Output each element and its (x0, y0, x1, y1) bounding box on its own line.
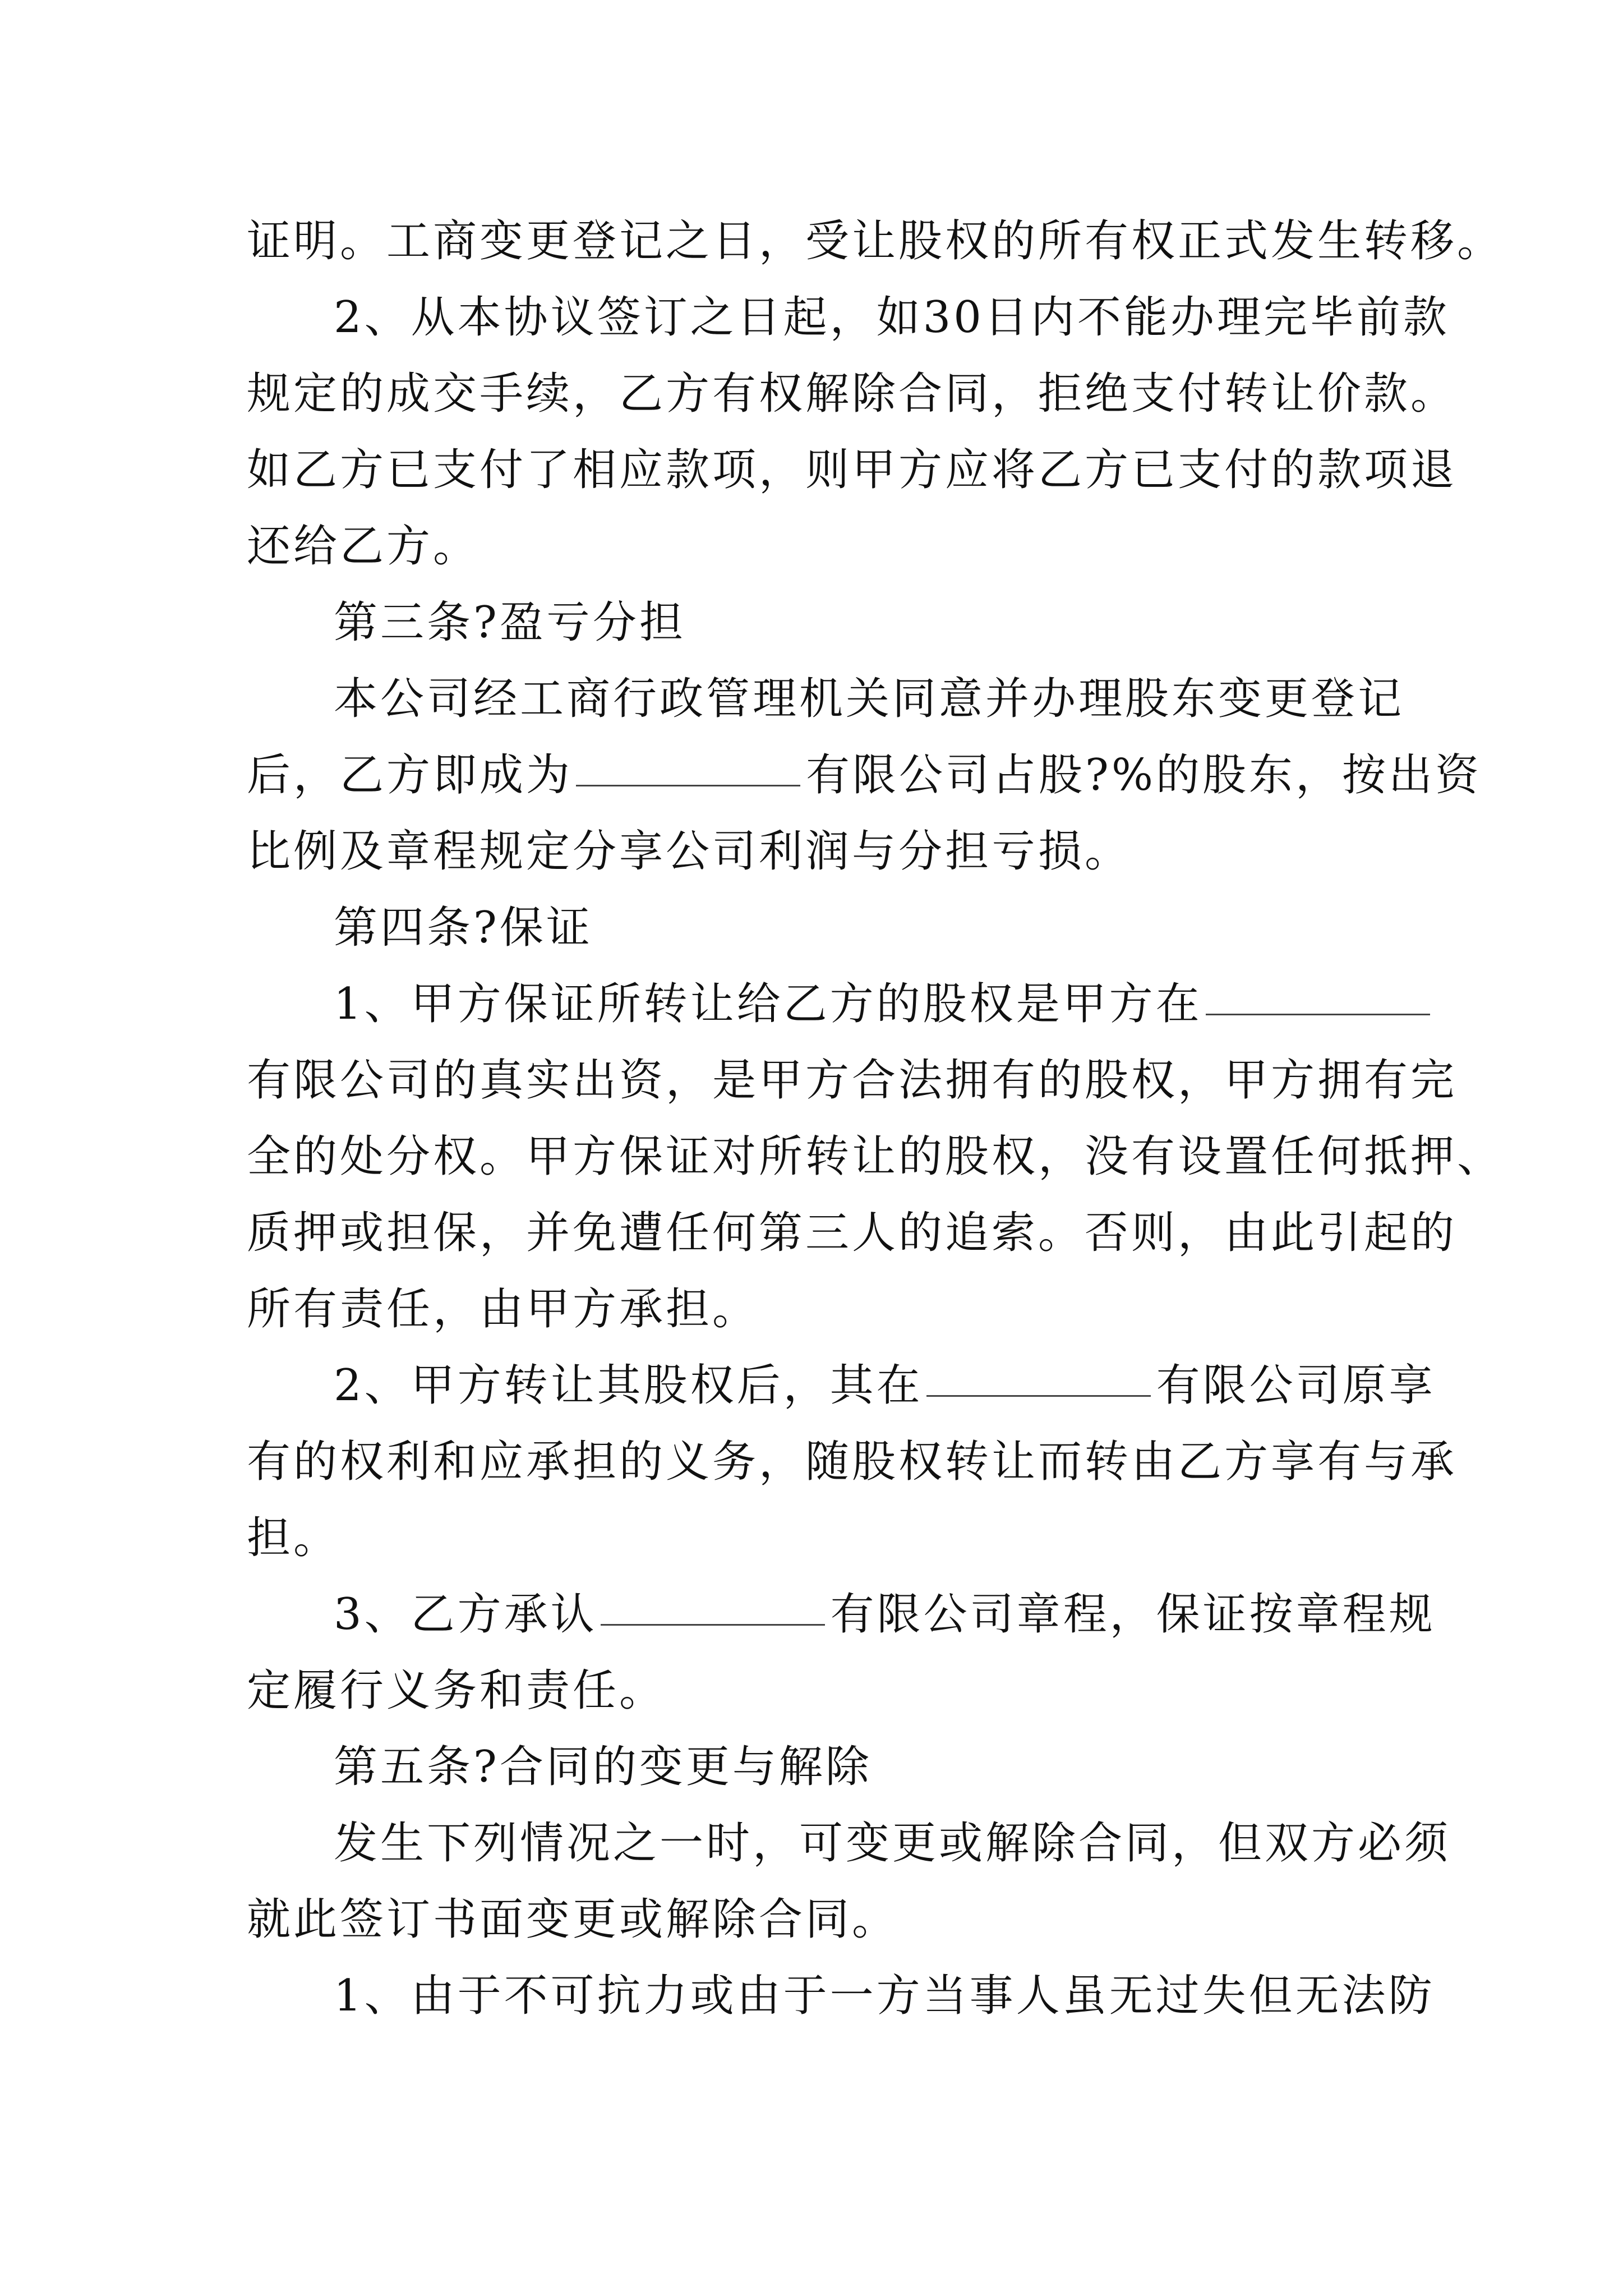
text-segment: 证明。工商变更登记之日，受让股权的所有权正式发生转移。 (247, 216, 1504, 266)
text-segment: 定履行义务和责任。 (247, 1665, 666, 1716)
section-heading (334, 1739, 872, 1795)
text-line (247, 1434, 1457, 1490)
text-line (247, 747, 1482, 803)
section-heading (334, 900, 593, 956)
text-segment: 2、从本协议签订之日起，如30日内不能办理完毕前款 (334, 292, 1450, 343)
text-line (334, 671, 1404, 727)
text-segment: 如乙方已支付了相应款项，则甲方应将乙方已支付的款项退 (247, 445, 1458, 495)
text-segment: 有限公司占股?%的股东，按出资 (806, 750, 1482, 800)
text-line (247, 1892, 898, 1948)
text-line (247, 518, 479, 574)
text-segment: 2、甲方转让其股权后，其在 (334, 1360, 923, 1411)
text-segment: 有限公司原享 (1156, 1360, 1436, 1411)
text-line (334, 1815, 1451, 1871)
text-segment: 全的处分权。甲方保证对所转让的股权，没有设置任何抵押、 (247, 1131, 1504, 1182)
fill-in-blank (576, 784, 800, 786)
text-segment: 发生下列情况之一时，可变更或解除合同，但双方必须 (334, 1818, 1451, 1869)
text-segment: 后，乙方即成为 (247, 750, 573, 800)
fill-in-blank (926, 1395, 1151, 1397)
text-line (334, 1586, 1436, 1642)
text-line (247, 823, 1131, 880)
text-segment: 1、甲方保证所转让给乙方的股权是甲方在 (334, 979, 1202, 1029)
text-line (247, 1052, 1457, 1108)
text-segment: 3、乙方承认 (334, 1589, 597, 1640)
fill-in-blank (601, 1623, 825, 1626)
text-segment: 第五条?合同的变更与解除 (334, 1742, 872, 1792)
text-segment: 有的权利和应承担的义务，随股权转让而转由乙方享有与承 (247, 1437, 1458, 1487)
text-segment: 担。 (247, 1513, 340, 1563)
text-segment: 有限公司章程，保证按章程规 (830, 1589, 1436, 1640)
fill-in-blank (1206, 1013, 1430, 1015)
text-line (247, 1663, 666, 1719)
text-line (334, 289, 1450, 346)
text-line (334, 1358, 1436, 1414)
text-segment: 有限公司的真实出资，是甲方合法拥有的股权，甲方拥有完 (247, 1055, 1458, 1106)
text-line (247, 366, 1457, 422)
text-line (247, 1510, 340, 1566)
text-line (247, 1129, 1504, 1185)
text-line (247, 1281, 759, 1337)
text-segment: 第四条?保证 (334, 903, 593, 953)
text-line (334, 976, 1436, 1032)
text-segment: 1、由于不可抗力或由于一方当事人虽无过失但无法防 (334, 1971, 1435, 2021)
text-segment: 就此签订书面变更或解除合同。 (247, 1894, 899, 1945)
text-line (247, 213, 1504, 269)
text-segment: 规定的成交手续，乙方有权解除合同，拒绝支付转让价款。 (247, 369, 1458, 419)
section-heading (334, 595, 686, 651)
text-line (334, 1968, 1435, 2024)
text-segment: 本公司经工商行政管理机关同意并办理股东变更登记 (334, 674, 1405, 724)
text-line (247, 442, 1457, 498)
text-segment: 比例及章程规定分享公司利润与分担亏损。 (247, 826, 1132, 877)
text-segment: 所有责任，由甲方承担。 (247, 1284, 759, 1335)
text-segment: 质押或担保，并免遭任何第三人的追索。否则，由此引起的 (247, 1208, 1458, 1258)
text-segment: 第三条?盈亏分担 (334, 597, 686, 648)
text-line (247, 1205, 1457, 1261)
text-segment: 还给乙方。 (247, 521, 480, 572)
